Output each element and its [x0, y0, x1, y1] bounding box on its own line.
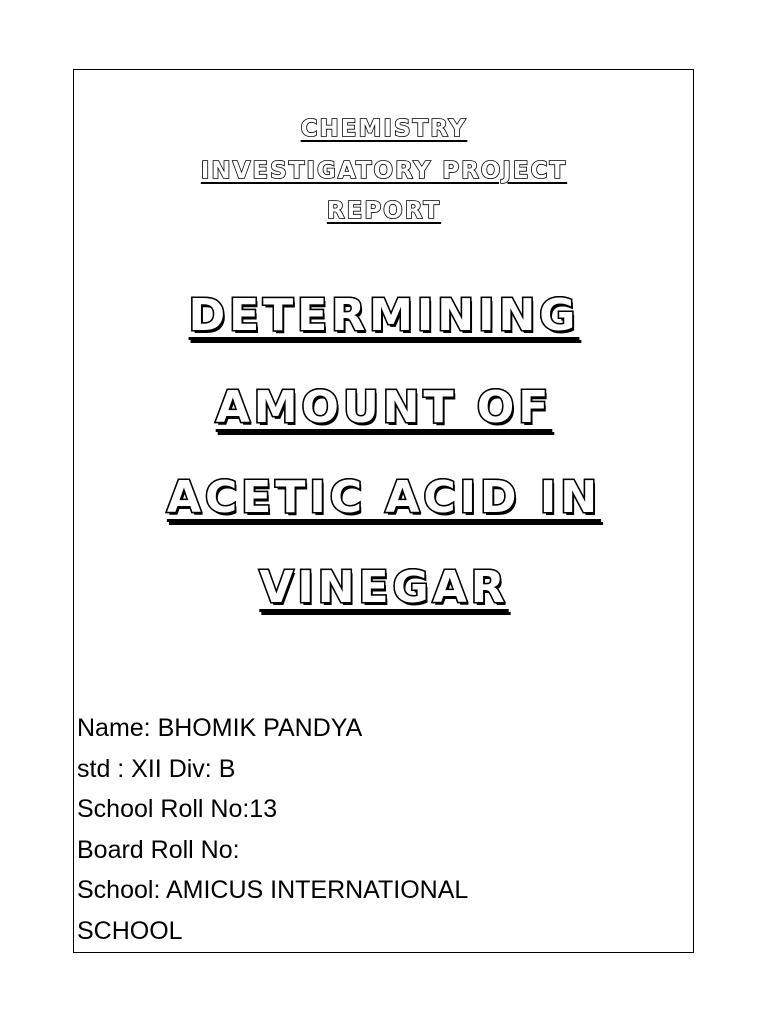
student-name: Name: BHOMIK PANDYA — [77, 714, 363, 742]
project-title-line-3: ACETIC ACID IN — [166, 472, 602, 523]
report-heading-line-2: INVESTIGATORY PROJECT — [200, 158, 568, 184]
school-name-line-2: SCHOOL — [77, 916, 183, 945]
project-title-line-4: VINEGAR — [259, 562, 509, 613]
student-std-div: std : XII Div: B — [77, 754, 236, 783]
board-roll-number: Board Roll No: — [77, 835, 240, 864]
student-details — [77, 708, 687, 951]
report-heading-line-1: CHEMISTRY — [300, 116, 468, 142]
school-name-line-1: School: AMICUS INTERNATIONAL — [77, 876, 469, 904]
report-heading-line-3: REPORT — [326, 198, 442, 224]
school-roll-number: School Roll No:13 — [77, 795, 278, 823]
project-title-line-1: DETERMINING — [188, 290, 580, 341]
project-title-line-2: AMOUNT OF — [215, 382, 553, 433]
